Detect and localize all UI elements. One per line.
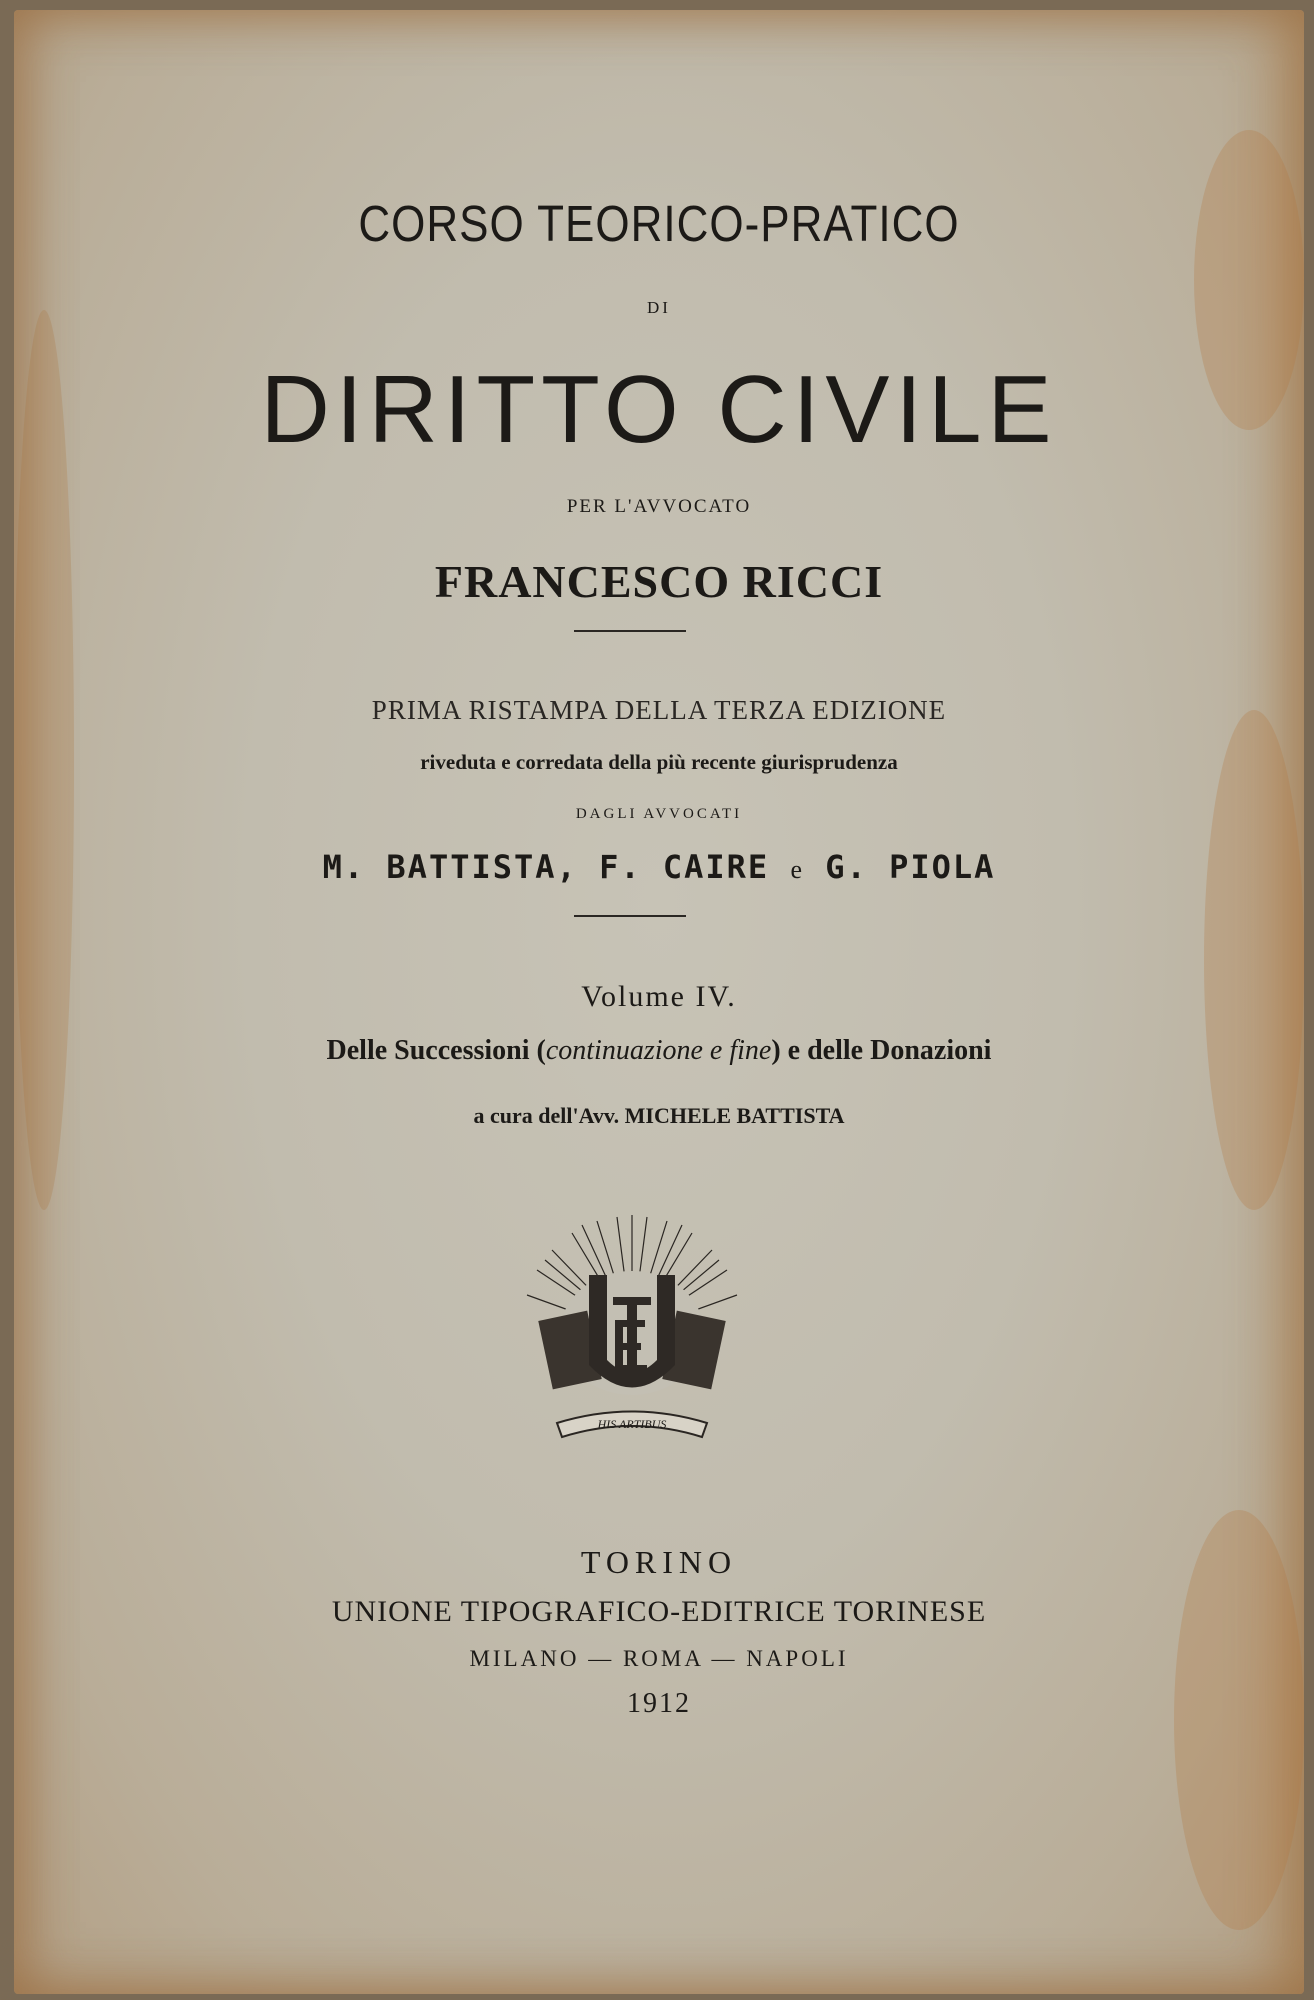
author-prefix: PER L'AVVOCATO <box>566 496 752 517</box>
author-name: FRANCESCO RICCI <box>434 556 884 607</box>
foxing-stain <box>1204 710 1304 1210</box>
volume-subject-italic: continuazione e fine <box>545 1035 772 1066</box>
editors-conjunction: e <box>790 855 804 884</box>
editors-names-a: M. BATTISTA, F. CAIRE <box>322 848 770 886</box>
series-title: CORSO TEORICO-PRATICO <box>358 196 960 253</box>
volume-label: Volume IV. <box>581 980 737 1013</box>
editors-prefix: DAGLI AVVOCATI <box>575 806 743 822</box>
book-cover <box>14 10 1304 1994</box>
divider <box>574 630 686 632</box>
editors-names <box>14 848 1304 886</box>
volume-subject-b: ) e delle Donazioni <box>771 1035 992 1066</box>
title-connector: DI <box>647 298 671 317</box>
divider <box>574 915 686 917</box>
volume-curator: a cura dell'Avv. MICHELE BATTISTA <box>473 1103 845 1128</box>
publisher-city: TORINO <box>580 1544 738 1580</box>
publisher-name: UNIONE TIPOGRAFICO-EDITRICE TORINESE <box>331 1595 987 1628</box>
main-title: DIRITTO CIVILE <box>260 356 1058 463</box>
volume-subject-a: Delle Successioni ( <box>326 1035 546 1066</box>
edition-note: riveduta e corredata della più recente giurisprudenza <box>420 750 898 774</box>
publisher-branches: MILANO — ROMA — NAPOLI <box>469 1646 849 1671</box>
publication-year: 1912 <box>627 1688 691 1719</box>
publisher-emblem-icon <box>517 1215 747 1465</box>
volume-subject <box>14 1035 1304 1067</box>
emblem-motto: HIS ARTIBUS <box>597 1417 667 1431</box>
editors-names-b: G. PIOLA <box>825 848 996 886</box>
edition-line: PRIMA RISTAMPA DELLA TERZA EDIZIONE <box>371 695 947 725</box>
